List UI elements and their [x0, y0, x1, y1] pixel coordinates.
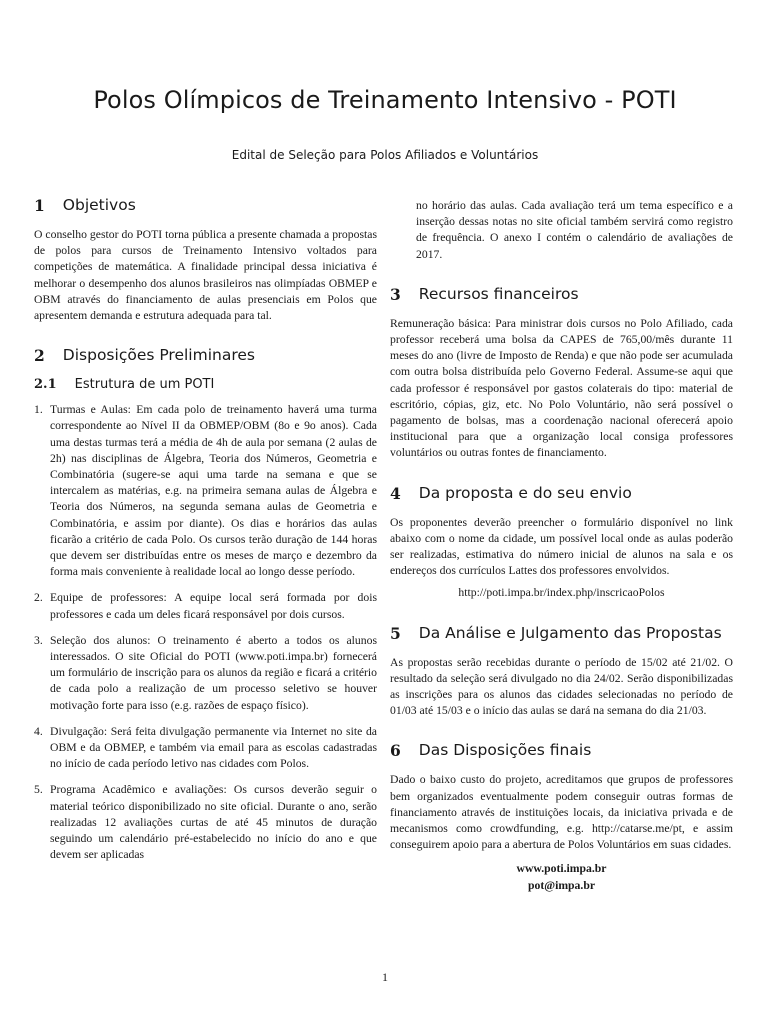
section-body-objetivos: O conselho gestor do POTI torna pública a presente chamada a propostas de polos para cursos de Treinamento Intensivo voltados para competições de matemática. A finalidade principal dessa iniciativa é melhorar o desempenho dos alunos brasileiros nas olimpíadas OBMEP e OBM através do financiamento de aulas presenciais em Polos que apresentem demanda e estrutura adequada para tal. — [34, 228, 377, 323]
subsection-heading-estrutura — [34, 377, 377, 392]
email-link[interactable]: pot@impa.br — [527, 878, 596, 892]
list-item: 1. Turmas e Aulas: Em cada polo de treinamento haverá uma turma correspondente ao Nível II da OBMEP/OBM (8o e 9o anos). Cada uma destas turmas terá a média de 4h de aula por semana (2 aulas de 2h) nas disciplinas de Álgebra, Teoria dos Números, Geometria e Combinatória (sugere-se aqui uma tarde na semana e que se intercalem as matérias, e.g. na primeira semana aulas de Álgebra e Teoria dos Números, na segunda semana aulas de Geometria e Combinatória, e assim por diante). Os dias e horários das aulas ficarão a critério de cada Polo. Os cursos terão duração de 144 horas que devem ser distribuídas entre os meses de março e dezembro da forma mais conveniente à realidade local ao longo desse período. — [34, 403, 377, 579]
section-number: 3 — [390, 284, 401, 304]
section-heading-proposta — [390, 484, 733, 503]
section-title: Da Análise e Julgamento das Propostas — [418, 623, 722, 642]
subsection-number: 2.1 — [34, 377, 57, 393]
section-number: 1 — [34, 196, 45, 215]
section-body-recursos: Remuneração básica: Para ministrar dois cursos no Polo Afiliado, cada professor receberá uma bolsa da CAPES de 765,00/mês durante 11 meses do ano (livre de Imposto de Renda) e que não pode ser acumulada com outra bolsa distribuída pelo Governo Federal. Assume-se aqui que cada professor é responsável por gastos colaterais do tipo: material de escritório, cópias, giz, etc. No Polo Voluntário, não será possível o pagamento de bolsas, mas a coordenação nacional oferecerá apoio institucional para que a organização local consiga professores voluntários ou outras fontes de financiamento. — [390, 316, 733, 460]
list-item: 4. Divulgação: Será feita divulgação permanente via Internet no site da OBM e da OBMEP, e também via email para as escolas cadastradas no início de cada período letivo nas cidades com Polos. — [34, 724, 377, 771]
section-heading-disposicoes — [34, 346, 377, 365]
section-heading-analise — [390, 624, 733, 643]
section-title: Objetivos — [62, 196, 136, 214]
page-number: 1 — [382, 970, 388, 984]
left-column — [34, 196, 377, 864]
section-heading-disposicoes-finais — [390, 741, 733, 760]
subsection-title: Estrutura de um POTI — [74, 377, 215, 393]
list-item: 3. Seleção dos alunos: O treinamento é aberto a todos os alunos interessados. O site Oficial do POTI (www.poti.impa.br) fornecerá um formulário de inscrição para os alunos da região e ficará a critério de cada polo a realização de um processo seletivo se houver motivação forte para isso (e.g. razões de espaço físico). — [34, 633, 377, 712]
section-body-disposicoes-finais: Dado o baixo custo do projeto, acreditamos que grupos de professores bem organizados eventualmente podem conseguir outras formas de financiamento através de instituições locais, da iniciativa privada e de mecanismos como crowdfunding, e.g. http://catarse.me/pt, e assim conseguirem apoio para a abertura de Polos Voluntários em suas cidades. — [390, 773, 733, 852]
section-number: 2 — [34, 346, 45, 366]
section-title: Recursos financeiros — [418, 284, 579, 303]
section-title: Da proposta e do seu envio — [418, 483, 632, 502]
list-item: 5. Programa Acadêmico e avaliações: Os cursos deverão seguir o material teórico disponibilizado no site oficial. Durante o ano, serão realizadas 12 avaliações curtas de até 45 minutos de duração seguindo um calendário pré-estabelecido no início do ano e que devem ser aplicadas — [34, 783, 377, 862]
section-title: Das Disposições finais — [418, 741, 592, 760]
section-heading-objetivos — [34, 196, 377, 215]
list-item-continuation: no horário das aulas. Cada avaliação terá um tema específico e a inserção dessas notas no site oficial também servirá como registro de frequência. O anexo I contém o calendário de avaliações de 2017. — [416, 199, 733, 261]
section-heading-recursos — [390, 285, 733, 304]
section-number: 6 — [390, 741, 401, 761]
estrutura-list — [34, 402, 377, 863]
document-title: Polos Olímpicos de Treinamento Intensivo - POTI — [93, 86, 677, 114]
section-number: 5 — [390, 623, 401, 643]
section-title: Disposições Preliminares — [62, 346, 255, 365]
inscricao-url-link[interactable]: http://poti.impa.br/index.php/inscricaoPolos — [458, 586, 665, 600]
section-body-analise: As propostas serão recebidas durante o período de 15/02 até 21/02. O resultado da seleção será divulgado no dia 24/02. Serão disponibilizadas as inscrições para os alunos das cidades selecionadas no período de 01/03 até 15/03 e o início das aulas se dará na semana do dia 21/03. — [390, 655, 733, 718]
section-body-proposta: Os proponentes deverão preencher o formulário disponível no link abaixo com o nome da cidade, um possível local onde as aulas poderão ser realizadas, estimativa do número inicial de alunos na sala e os endereços dos currículos Lattes dos professores envolvidos. — [390, 515, 733, 578]
document-subtitle: Edital de Seleção para Polos Afiliados e Voluntários — [231, 148, 539, 162]
right-column — [390, 198, 733, 894]
section-number: 4 — [390, 483, 401, 503]
list-item: 2. Equipe de professores: A equipe local será formada por dois professores e cada um deles ficará responsável por dois cursos. — [34, 591, 377, 621]
site-link[interactable]: www.poti.impa.br — [516, 862, 607, 876]
